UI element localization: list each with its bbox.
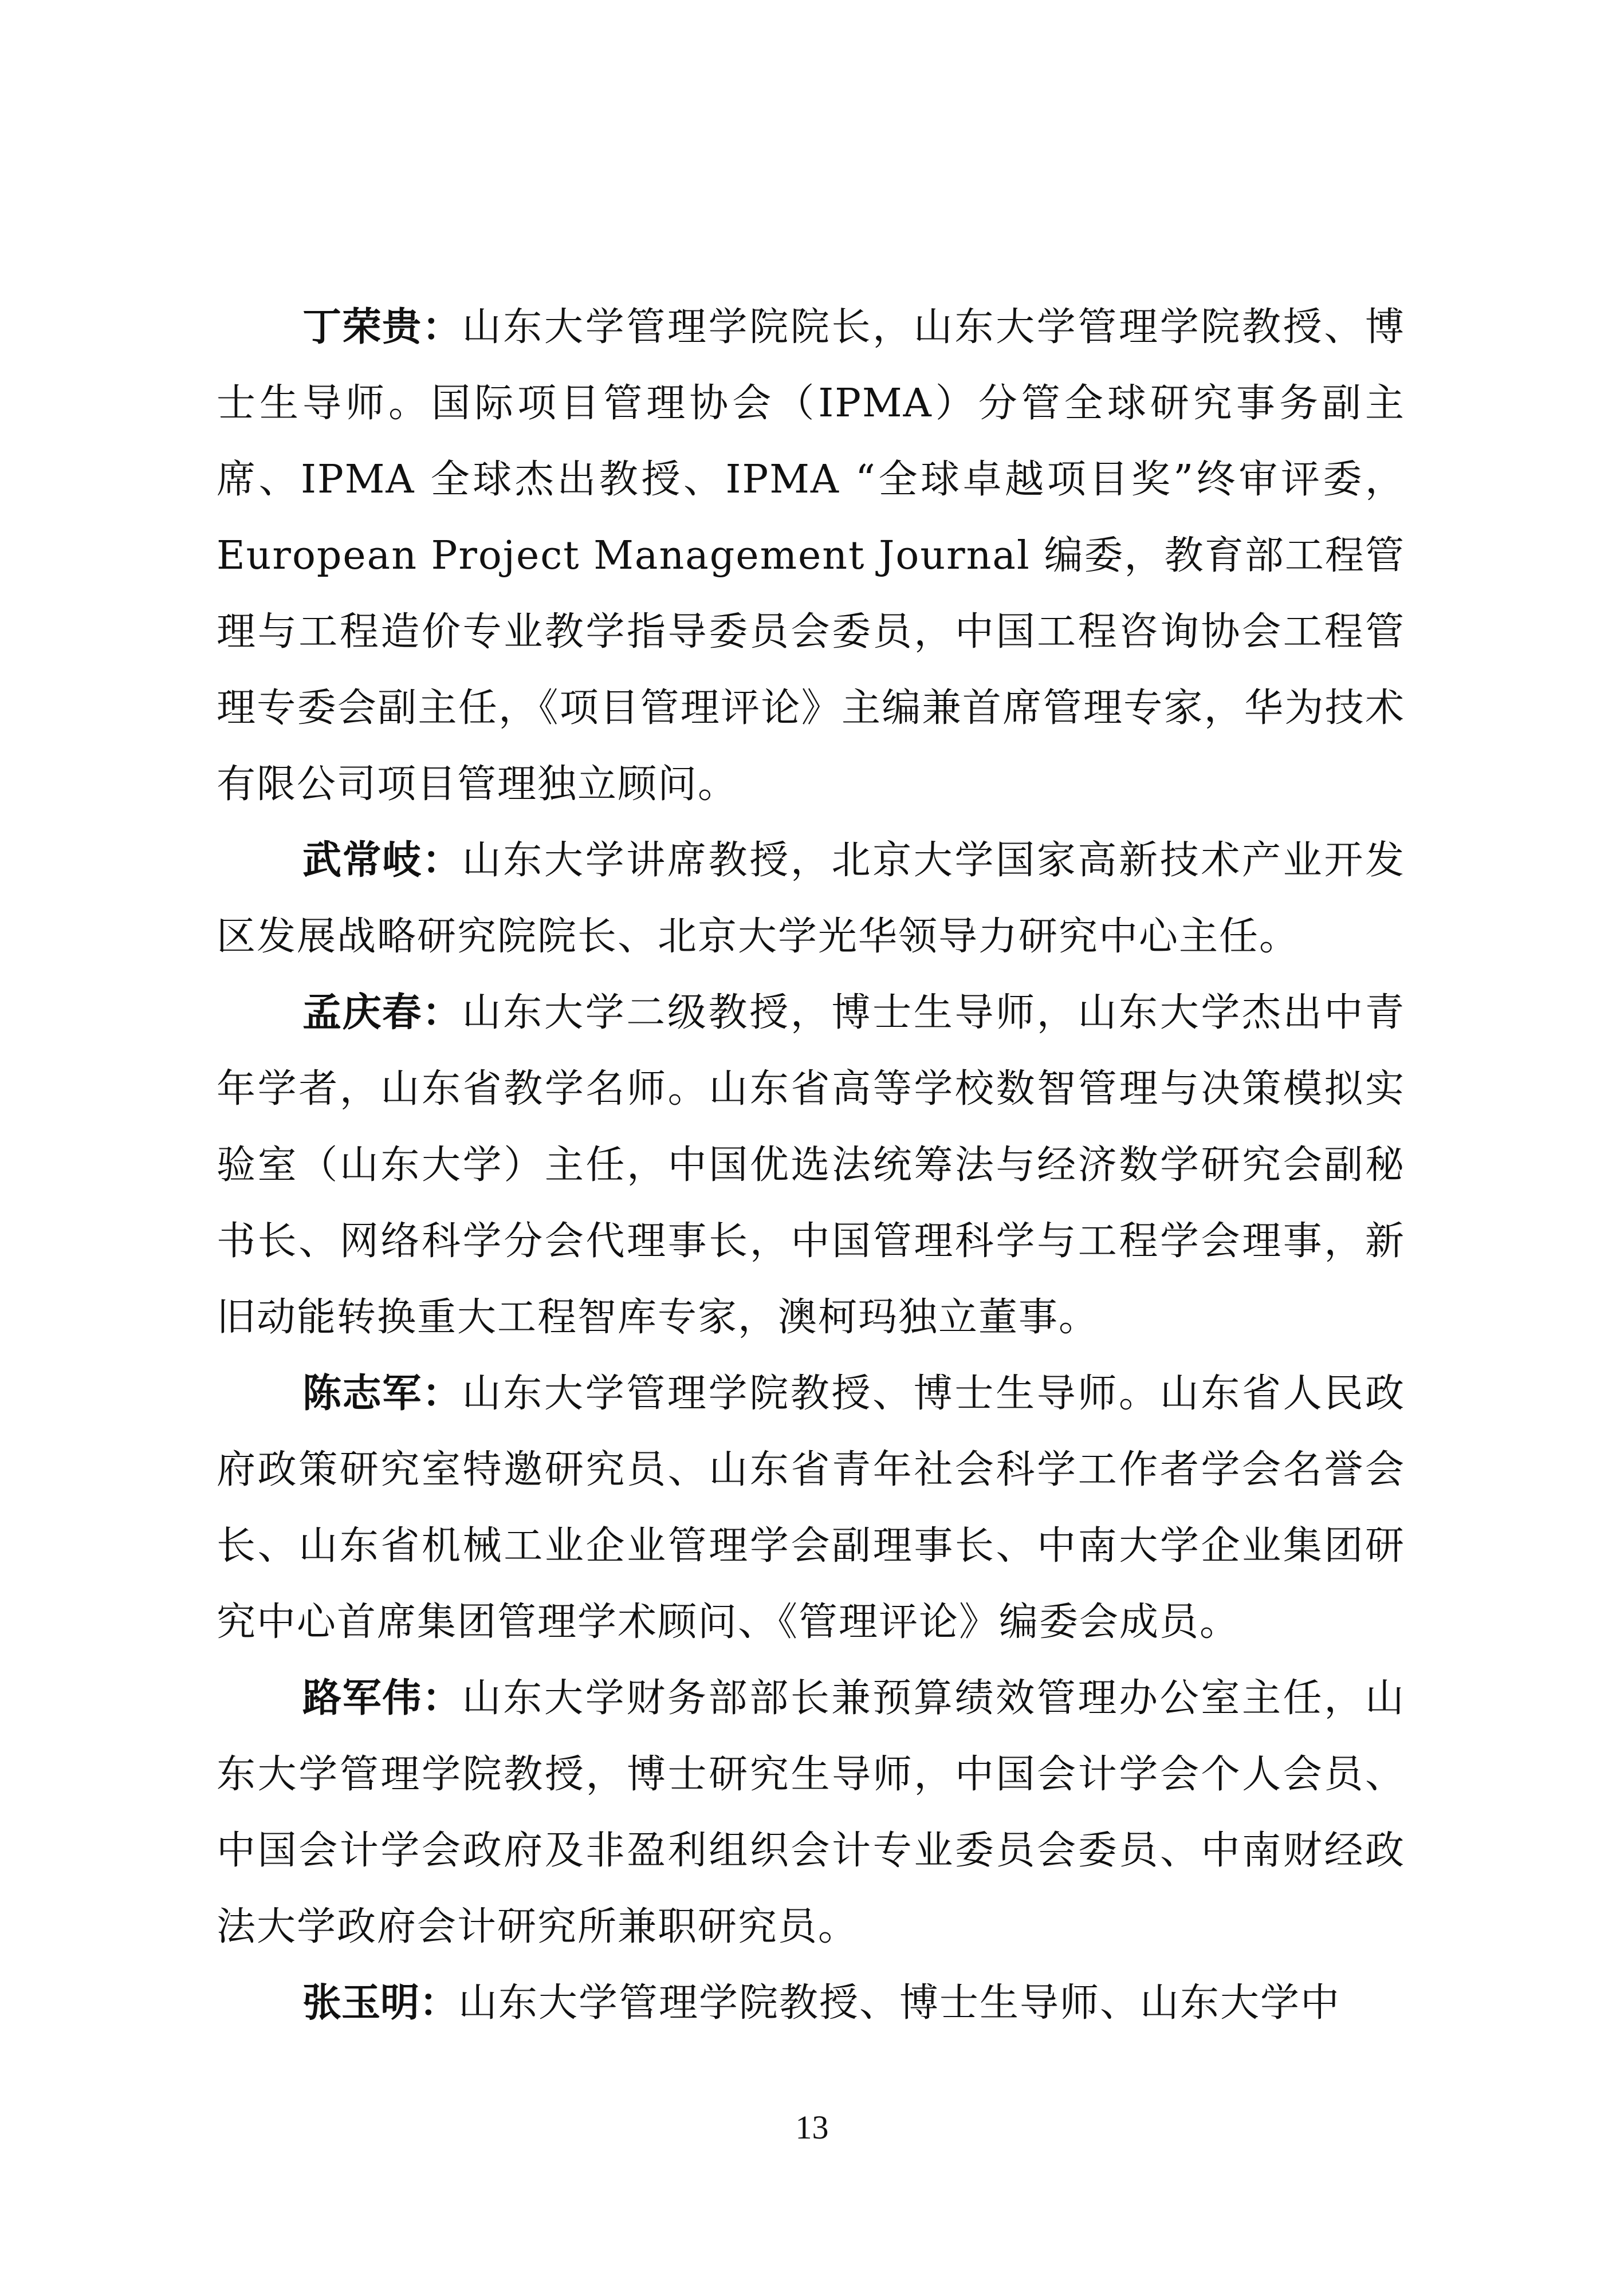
bio-text: 山东大学二级教授，博士生导师，山东大学杰出中青年学者，山东省教学名师。山东省高等学校数智管理与决策模拟实验室（山东大学）主任，中国优选法统筹法与经济数学研究会副秘书长、网络科学分会代理事长，中国管理科学与工程学会理事，新旧动能转换重大工程智库专家，澳柯玛独立董事。 xyxy=(217,990,1405,1340)
person-name: 孟庆春： xyxy=(302,990,462,1035)
bio-entry-chen-zhijun xyxy=(217,1356,1405,1660)
bio-text: 山东大学管理学院教授、博士生导师。山东省人民政府政策研究室特邀研究员、山东省青年社会科学工作者学会名誉会长、山东省机械工业企业管理学会副理事长、中南大学企业集团研究中心首席集团管理学术顾问、《管理评论》编委会成员。 xyxy=(217,1371,1405,1645)
bio-text: 山东大学财务部部长兼预算绩效管理办公室主任，山东大学管理学院教授，博士研究生导师，中国会计学会个人会员、中国会计学会政府及非盈利组织会计专业委员会委员、中南财经政法大学政府会计研究所兼职研究员。 xyxy=(217,1676,1405,1950)
page-number: 13 xyxy=(795,2109,829,2146)
bio-text: 山东大学管理学院教授、博士生导师、山东大学中 xyxy=(458,1980,1341,2026)
person-name: 张玉明： xyxy=(302,1980,459,2026)
bio-entry-lu-junwei xyxy=(217,1660,1405,1965)
person-name: 陈志军： xyxy=(302,1371,462,1416)
bio-entry-ding-ronggui xyxy=(217,289,1405,822)
bio-text: 山东大学讲席教授，北京大学国家高新技术产业开发区发展战略研究院院长、北京大学光华领导力研究中心主任。 xyxy=(217,838,1405,959)
bio-entry-meng-qingchun xyxy=(217,975,1405,1356)
bio-text: 山东大学管理学院院长，山东大学管理学院教授、博士生导师。国际项目管理协会（IPMA）分管全球研究事务副主席、IPMA 全球杰出教授、IPMA “全球卓越项目奖”终审评委，European Project Management Journal 编委，教育部工程管理与工程造价专业教学指导委员会委员，中国工程咨询协会工程管理专委会副主任，《项目管理评论》主编兼首席管理专家，华为技术有限公司项目管理独立顾问。 xyxy=(217,305,1405,807)
bio-entry-zhang-yuming xyxy=(217,1965,1405,2041)
person-name: 丁荣贵： xyxy=(302,305,462,350)
person-name: 路军伟： xyxy=(302,1676,462,1721)
person-name: 武常岐： xyxy=(302,838,462,883)
bio-list xyxy=(217,289,1405,2041)
bio-entry-wu-changqi xyxy=(217,822,1405,975)
